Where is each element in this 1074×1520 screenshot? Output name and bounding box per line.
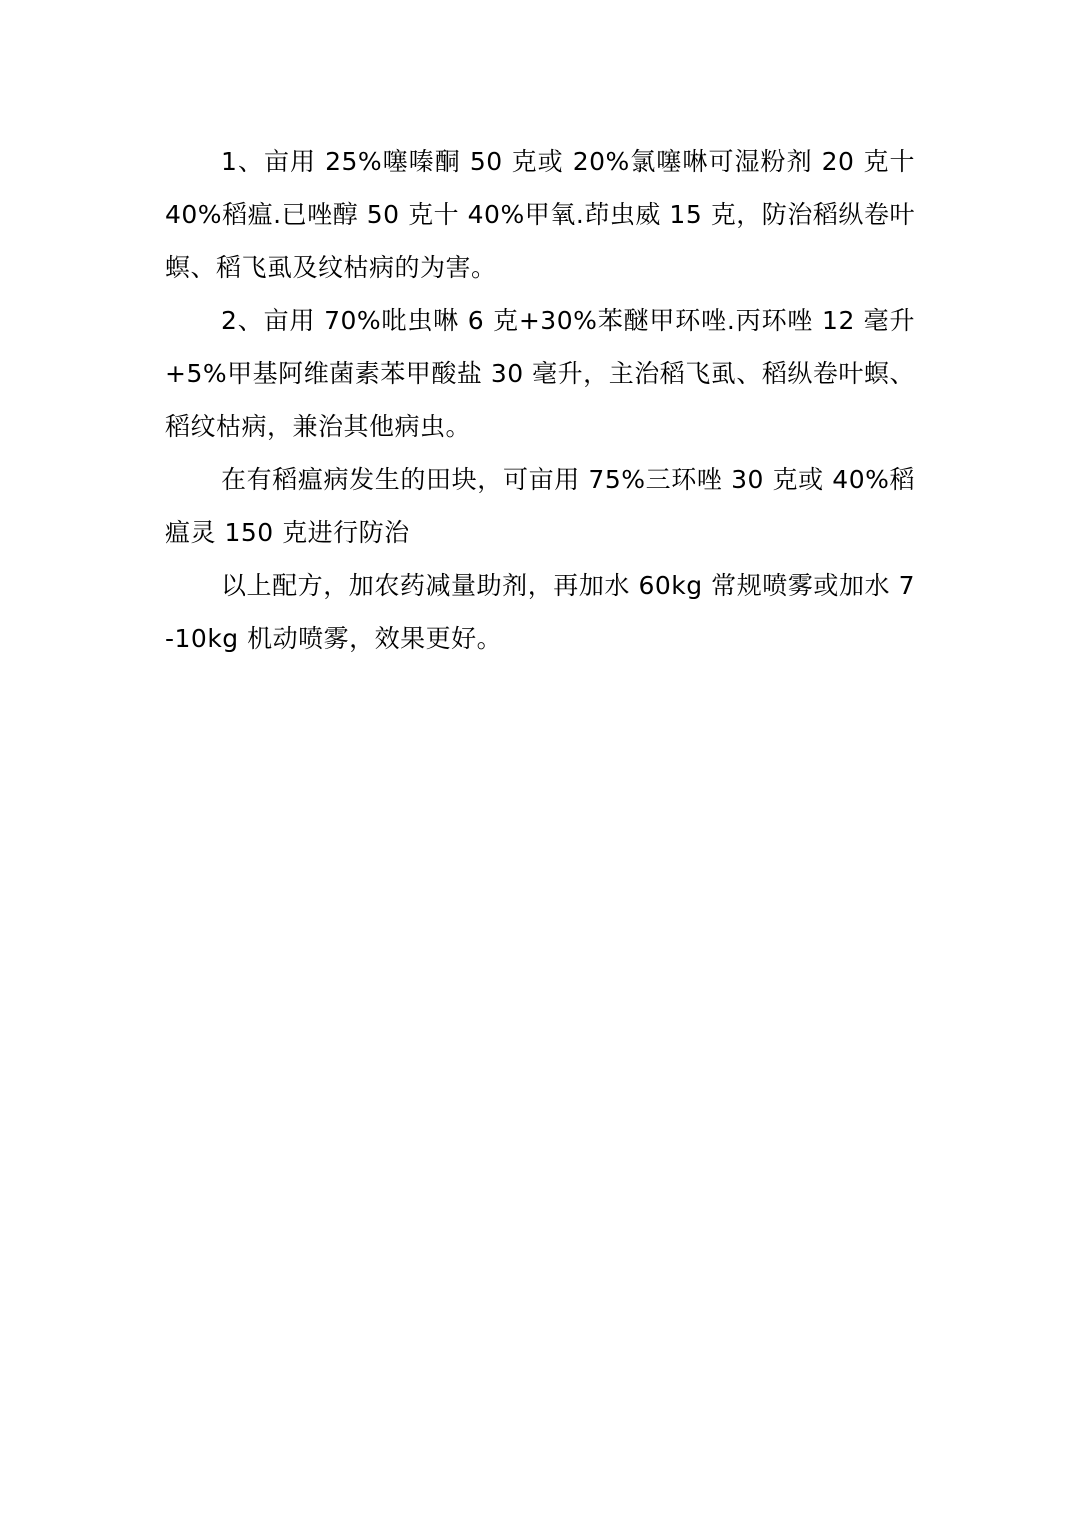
paragraph-spraying-note: 以上配方，加农药减量助剂，再加水 60kg 常规喷雾或加水 7-10kg 机动喷雾，效果更好。 (165, 571, 915, 653)
paragraph-formula-1: 1、亩用 25%噻嗪酮 50 克或 20%氯噻啉可湿粉剂 20 克十 40%稻瘟.已唑醇 50 克十 40%甲氧.茚虫威 15 克，防治稻纵卷叶螟、稻飞虱及纹枯病的为害。 (165, 147, 915, 282)
document-body (165, 135, 915, 665)
paragraph-rice-blast: 在有稻瘟病发生的田块，可亩用 75%三环唑 30 克或 40%稻瘟灵 150 克进行防治 (165, 465, 915, 547)
paragraph-formula-2: 2、亩用 70%吡虫啉 6 克+30%苯醚甲环唑.丙环唑 12 毫升+5%甲基阿维菌素苯甲酸盐 30 毫升，主治稻飞虱、稻纵卷叶螟、稻纹枯病，兼治其他病虫。 (165, 306, 915, 441)
